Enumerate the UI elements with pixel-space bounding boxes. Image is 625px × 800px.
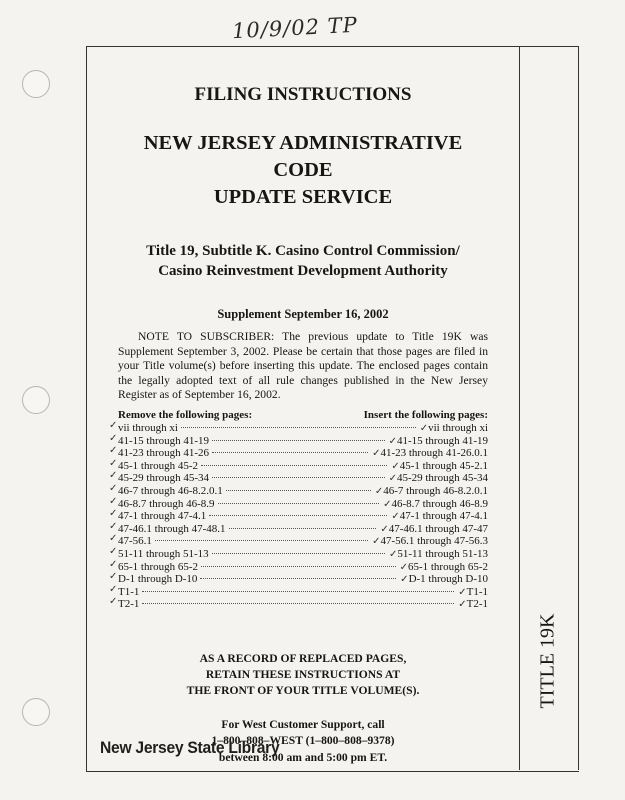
check-mark-icon: ✓ <box>109 508 118 520</box>
insert-pages: 47-46.1 through 47-47 <box>388 522 488 535</box>
subtitle <box>118 241 488 281</box>
check-mark-icon: ✓ <box>109 558 118 570</box>
insert-pages: 45-1 through 45-2.1 <box>399 459 488 472</box>
check-mark-icon: ✓ <box>109 470 118 482</box>
remove-pages: T1-1 <box>118 585 140 598</box>
remove-pages: T2-1 <box>118 598 140 611</box>
record-instructions <box>118 651 488 699</box>
dot-leader <box>218 503 380 504</box>
document-body <box>109 84 488 766</box>
record-line2: RETAIN THESE INSTRUCTIONS AT <box>205 667 401 681</box>
remove-pages: 41-15 through 41-19 <box>118 434 210 447</box>
code-title-line2: UPDATE SERVICE <box>213 186 393 208</box>
check-mark-icon: ✓ <box>109 583 118 595</box>
page-row <box>109 533 488 548</box>
page-row <box>109 596 488 611</box>
check-mark-icon: ✓ <box>374 485 384 497</box>
punch-hole-top <box>22 70 50 98</box>
supplement-date: Supplement September 16, 2002 <box>217 307 389 321</box>
dot-leader <box>200 578 396 579</box>
page-row <box>109 545 488 561</box>
handwritten-date: 10/9/02 TP <box>231 12 359 44</box>
insert-pages: 41-15 through 41-19 <box>396 434 488 447</box>
check-mark-icon: ✓ <box>400 574 409 586</box>
page-list <box>109 419 488 611</box>
check-mark-icon: ✓ <box>109 432 118 444</box>
remove-pages: 65-1 through 65-2 <box>118 560 199 573</box>
dot-leader <box>201 566 396 567</box>
check-mark-icon: ✓ <box>388 473 397 485</box>
remove-column-header: Remove the following pages: <box>118 408 253 421</box>
remove-pages: 46-7 through 46-8.2.0.1 <box>118 484 223 497</box>
code-title <box>118 130 488 211</box>
remove-pages: 47-46.1 through 47-48.1 <box>118 522 226 535</box>
check-mark-icon: ✓ <box>388 435 397 447</box>
insert-pages: T1-1 <box>466 585 488 598</box>
check-mark-icon: ✓ <box>372 448 381 460</box>
page-row <box>109 445 488 460</box>
remove-pages: 45-1 through 45-2 <box>118 459 199 472</box>
page-row <box>109 482 488 498</box>
record-line3: THE FRONT OF YOUR TITLE VOLUME(S). <box>186 683 420 697</box>
page-row <box>109 508 488 523</box>
dot-leader <box>212 553 385 554</box>
check-mark-icon: ✓ <box>109 520 118 532</box>
page-row <box>109 470 488 485</box>
dot-leader <box>229 528 377 529</box>
insert-pages: vii through xi <box>428 421 488 434</box>
check-mark-icon: ✓ <box>458 586 467 598</box>
page-row <box>109 571 488 586</box>
page-row <box>109 558 488 574</box>
insert-pages: 45-29 through 45-34 <box>396 472 488 485</box>
library-stamp: New Jersey State Library <box>100 738 280 757</box>
check-mark-icon: ✓ <box>383 498 392 510</box>
insert-pages: 65-1 through 65-2 <box>407 560 488 573</box>
insert-pages: 41-23 through 41-26.0.1 <box>380 447 488 460</box>
page-columns-header <box>118 409 488 421</box>
dot-leader <box>155 540 368 541</box>
dot-leader <box>142 603 454 604</box>
insert-pages: 46-7 through 46-8.2.0.1 <box>383 484 488 497</box>
check-mark-icon: ✓ <box>109 495 118 507</box>
check-mark-icon: ✓ <box>458 599 467 611</box>
remove-pages: 47-56.1 <box>118 535 152 548</box>
insert-pages: T2-1 <box>466 598 488 611</box>
remove-pages: 51-11 through 51-13 <box>118 547 209 560</box>
check-mark-icon: ✓ <box>391 460 400 472</box>
page-row <box>109 432 488 448</box>
check-mark-icon: ✓ <box>109 419 118 431</box>
support-hours: between 8:00 am and 5:00 pm ET. <box>218 750 388 764</box>
check-mark-icon: ✓ <box>109 596 118 608</box>
page-row <box>109 583 488 599</box>
dot-leader <box>142 591 454 592</box>
remove-pages: 47-1 through 47-4.1 <box>118 510 207 523</box>
dot-leader <box>201 465 387 466</box>
code-title-line1: NEW JERSEY ADMINISTRATIVE CODE <box>143 132 463 181</box>
check-mark-icon: ✓ <box>109 457 118 469</box>
check-mark-icon: ✓ <box>419 422 429 434</box>
check-mark-icon: ✓ <box>109 545 118 557</box>
subtitle-line1: Title 19, Subtitle K. Casino Control Commission/ <box>146 243 460 259</box>
dot-leader <box>212 452 368 453</box>
insert-pages: D-1 through D-10 <box>408 573 488 586</box>
check-mark-icon: ✓ <box>109 571 118 583</box>
check-mark-icon: ✓ <box>109 533 118 545</box>
check-mark-icon: ✓ <box>109 482 118 494</box>
page-row <box>109 495 488 511</box>
dot-leader <box>209 515 387 516</box>
dot-leader <box>212 477 385 478</box>
insert-pages: 51-11 through 51-13 <box>397 547 488 560</box>
page-row <box>109 419 488 435</box>
punch-hole-middle <box>22 386 50 414</box>
check-mark-icon: ✓ <box>388 548 398 560</box>
check-mark-icon: ✓ <box>109 445 118 457</box>
page-row <box>109 520 488 536</box>
remove-pages: 41-23 through 41-26 <box>118 447 210 460</box>
insert-pages: 46-8.7 through 46-8.9 <box>391 497 488 510</box>
check-mark-icon: ✓ <box>399 561 408 573</box>
support-line1: For West Customer Support, call <box>221 717 385 731</box>
dot-leader <box>212 440 385 441</box>
remove-pages: 46-8.7 through 46-8.9 <box>118 497 215 510</box>
support-phone: 1–800–808–WEST (1–800–808–9378) <box>211 734 395 748</box>
check-mark-icon: ✓ <box>372 536 381 548</box>
check-mark-icon: ✓ <box>380 523 389 535</box>
remove-pages: D-1 through D-10 <box>118 573 198 586</box>
record-line1: AS A RECORD OF REPLACED PAGES, <box>199 651 407 665</box>
insert-column-header: Insert the following pages: <box>363 408 488 421</box>
punch-hole-bottom <box>22 698 50 726</box>
insert-pages: 47-56.1 through 47-56.3 <box>380 535 488 548</box>
check-mark-icon: ✓ <box>391 511 400 523</box>
subscriber-note: NOTE TO SUBSCRIBER: The previous update to Title 19K was Supplement September 3, 2002. Please be certain that those pages are filed in your Title volume(s) before inserting this update. The enclosed pages contain the legally adopted text of all rule changes published in the New Jersey Register as of September 16, 2002. <box>118 330 488 402</box>
dot-leader <box>181 427 416 428</box>
remove-pages: vii through xi <box>118 421 178 434</box>
subtitle-line2: Casino Reinvestment Development Authority <box>158 263 448 279</box>
remove-pages: 45-29 through 45-34 <box>118 472 210 485</box>
filing-title: FILING INSTRUCTIONS <box>194 84 412 105</box>
spine-label: TITLE 19K <box>536 613 559 709</box>
dot-leader <box>226 490 371 491</box>
insert-pages: 47-1 through 47-4.1 <box>399 510 488 523</box>
page-row <box>109 457 488 473</box>
